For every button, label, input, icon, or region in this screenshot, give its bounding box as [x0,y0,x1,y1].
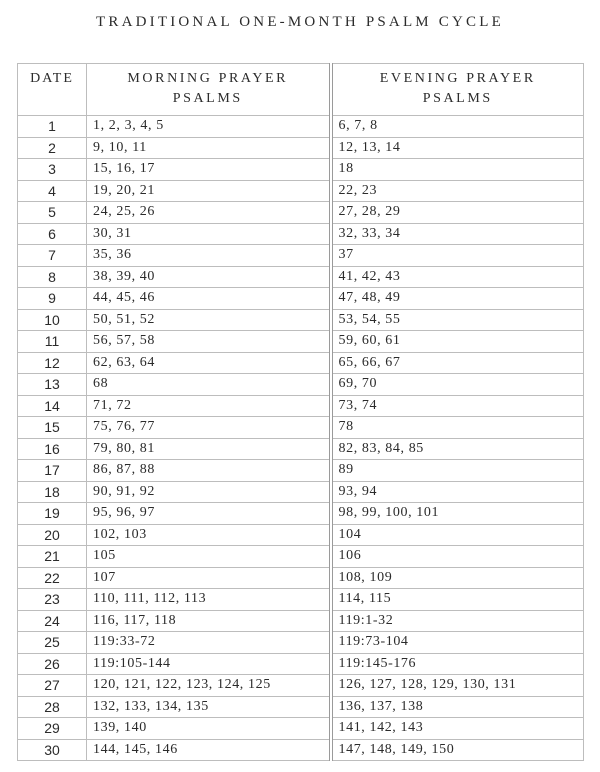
morning-header-line2: PSALMS [172,91,243,106]
evening-psalms-cell: 82, 83, 84, 85 [331,438,584,460]
morning-psalms-cell: 95, 96, 97 [87,503,331,525]
evening-psalms-cell: 119:1-32 [331,610,584,632]
date-header-label: DATE [30,71,74,86]
table-row [18,374,584,396]
table-row [18,653,584,675]
evening-psalms-cell: 73, 74 [331,395,584,417]
date-cell: 5 [18,202,87,224]
date-cell: 25 [18,632,87,654]
date-cell: 3 [18,159,87,181]
morning-psalms-cell: 19, 20, 21 [87,180,331,202]
evening-psalms-cell: 65, 66, 67 [331,352,584,374]
morning-psalms-cell: 79, 80, 81 [87,438,331,460]
table-row [18,610,584,632]
evening-psalms-cell: 22, 23 [331,180,584,202]
evening-psalms-cell: 12, 13, 14 [331,137,584,159]
date-cell: 30 [18,739,87,761]
table-row [18,546,584,568]
evening-psalms-cell: 69, 70 [331,374,584,396]
table-row [18,288,584,310]
date-cell: 22 [18,567,87,589]
table-row [18,202,584,224]
date-cell: 15 [18,417,87,439]
morning-psalms-cell: 144, 145, 146 [87,739,331,761]
date-cell: 2 [18,137,87,159]
table-row [18,159,584,181]
table-row [18,696,584,718]
table-body [18,116,584,761]
evening-psalms-cell: 78 [331,417,584,439]
date-cell: 8 [18,266,87,288]
morning-psalms-cell: 139, 140 [87,718,331,740]
psalm-cycle-table [17,63,584,761]
date-cell: 11 [18,331,87,353]
evening-psalms-cell: 89 [331,460,584,482]
date-cell: 17 [18,460,87,482]
morning-psalms-cell: 110, 111, 112, 113 [87,589,331,611]
morning-column-header [87,64,331,116]
morning-psalms-cell: 119:105-144 [87,653,331,675]
date-cell: 21 [18,546,87,568]
evening-psalms-cell: 119:145-176 [331,653,584,675]
date-cell: 29 [18,718,87,740]
evening-psalms-cell: 136, 137, 138 [331,696,584,718]
date-cell: 14 [18,395,87,417]
evening-psalms-cell: 27, 28, 29 [331,202,584,224]
morning-psalms-cell: 62, 63, 64 [87,352,331,374]
table-row [18,245,584,267]
table-row [18,524,584,546]
table-row [18,331,584,353]
evening-psalms-cell: 18 [331,159,584,181]
evening-psalms-cell: 147, 148, 149, 150 [331,739,584,761]
morning-psalms-cell: 75, 76, 77 [87,417,331,439]
morning-psalms-cell: 24, 25, 26 [87,202,331,224]
morning-psalms-cell: 105 [87,546,331,568]
evening-psalms-cell: 106 [331,546,584,568]
date-cell: 16 [18,438,87,460]
table-row [18,137,584,159]
table-row [18,675,584,697]
morning-psalms-cell: 56, 57, 58 [87,331,331,353]
evening-psalms-cell: 93, 94 [331,481,584,503]
table-row [18,309,584,331]
date-cell: 20 [18,524,87,546]
table-row [18,460,584,482]
morning-psalms-cell: 30, 31 [87,223,331,245]
date-cell: 10 [18,309,87,331]
evening-psalms-cell: 126, 127, 128, 129, 130, 131 [331,675,584,697]
date-cell: 23 [18,589,87,611]
date-cell: 9 [18,288,87,310]
table-row [18,180,584,202]
morning-psalms-cell: 119:33-72 [87,632,331,654]
morning-psalms-cell: 102, 103 [87,524,331,546]
date-cell: 19 [18,503,87,525]
date-cell: 26 [18,653,87,675]
evening-header-line2: PSALMS [422,91,493,106]
morning-psalms-cell: 35, 36 [87,245,331,267]
morning-psalms-cell: 71, 72 [87,395,331,417]
morning-psalms-cell: 116, 117, 118 [87,610,331,632]
morning-psalms-cell: 1, 2, 3, 4, 5 [87,116,331,138]
page-title: TRADITIONAL ONE-MONTH PSALM CYCLE [96,14,504,30]
table-row [18,417,584,439]
evening-psalms-cell: 47, 48, 49 [331,288,584,310]
table-row [18,481,584,503]
date-cell: 27 [18,675,87,697]
evening-psalms-cell: 32, 33, 34 [331,223,584,245]
table-row [18,718,584,740]
table-row [18,395,584,417]
table-row [18,223,584,245]
table-row [18,632,584,654]
date-cell: 12 [18,352,87,374]
date-cell: 18 [18,481,87,503]
morning-header-line1: MORNING PRAYER [127,71,289,86]
morning-psalms-cell: 120, 121, 122, 123, 124, 125 [87,675,331,697]
evening-header-line1: EVENING PRAYER [379,71,536,86]
evening-psalms-cell: 114, 115 [331,589,584,611]
table-row [18,739,584,761]
evening-psalms-cell: 41, 42, 43 [331,266,584,288]
table-row [18,438,584,460]
evening-psalms-cell: 104 [331,524,584,546]
date-cell: 4 [18,180,87,202]
table-row [18,503,584,525]
morning-psalms-cell: 132, 133, 134, 135 [87,696,331,718]
morning-psalms-cell: 50, 51, 52 [87,309,331,331]
table-row [18,567,584,589]
morning-psalms-cell: 15, 16, 17 [87,159,331,181]
table-row [18,589,584,611]
morning-psalms-cell: 90, 91, 92 [87,481,331,503]
morning-psalms-cell: 9, 10, 11 [87,137,331,159]
table-row [18,352,584,374]
evening-psalms-cell: 37 [331,245,584,267]
morning-psalms-cell: 86, 87, 88 [87,460,331,482]
evening-psalms-cell: 53, 54, 55 [331,309,584,331]
evening-psalms-cell: 141, 142, 143 [331,718,584,740]
evening-psalms-cell: 98, 99, 100, 101 [331,503,584,525]
date-column-header [18,64,87,116]
date-cell: 24 [18,610,87,632]
evening-psalms-cell: 6, 7, 8 [331,116,584,138]
morning-psalms-cell: 107 [87,567,331,589]
date-cell: 7 [18,245,87,267]
evening-psalms-cell: 59, 60, 61 [331,331,584,353]
date-cell: 28 [18,696,87,718]
date-cell: 1 [18,116,87,138]
date-cell: 6 [18,223,87,245]
date-cell: 13 [18,374,87,396]
morning-psalms-cell: 44, 45, 46 [87,288,331,310]
table-row [18,266,584,288]
evening-psalms-cell: 119:73-104 [331,632,584,654]
evening-column-header [331,64,584,116]
table-header-row [18,64,584,116]
table-row [18,116,584,138]
morning-psalms-cell: 38, 39, 40 [87,266,331,288]
evening-psalms-cell: 108, 109 [331,567,584,589]
morning-psalms-cell: 68 [87,374,331,396]
